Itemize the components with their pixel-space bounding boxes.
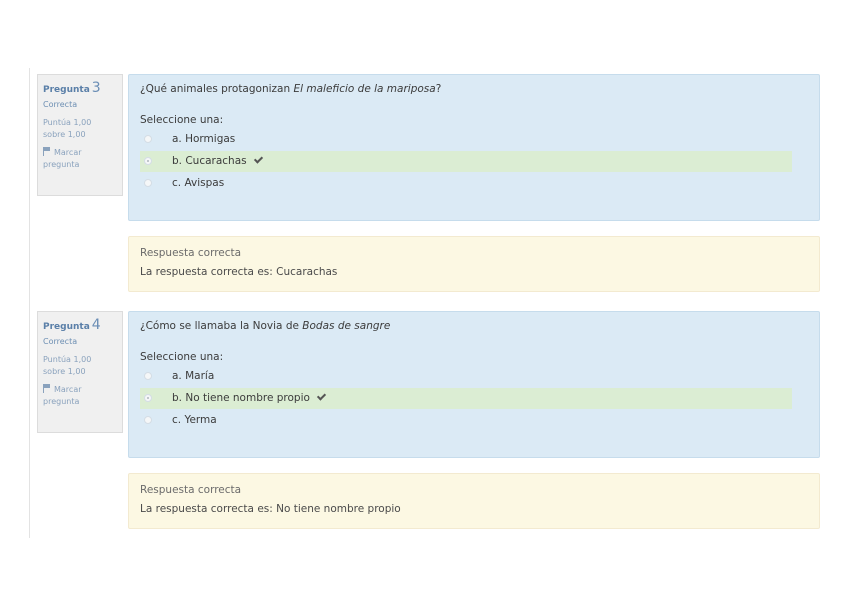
question-text-suffix: ? — [435, 83, 442, 95]
question-feedback — [128, 236, 820, 292]
radio-button[interactable] — [144, 416, 152, 424]
question-label: Pregunta — [43, 322, 90, 332]
right-answer: La respuesta correcta es: No tiene nombre propio — [140, 503, 401, 515]
page-left-rule — [29, 68, 30, 538]
question-text-prefix: ¿Qué animales protagonizan — [140, 83, 294, 95]
answer-option[interactable] — [140, 410, 792, 431]
radio-button[interactable] — [144, 179, 152, 187]
answer-label: a. Hormigas — [172, 133, 236, 145]
radio-button[interactable] — [144, 135, 152, 143]
answer-option-selected[interactable] — [140, 151, 792, 172]
flag-question-link[interactable] — [43, 147, 117, 171]
flag-icon — [43, 147, 51, 156]
question-number-value: 3 — [91, 80, 101, 96]
answer-label: c. Avispas — [172, 177, 225, 189]
grade-line-1: Puntúa 1,00 — [43, 118, 92, 127]
answer-option-selected[interactable] — [140, 388, 792, 409]
answer-option[interactable] — [140, 173, 792, 194]
question-number — [43, 81, 117, 97]
radio-button-checked[interactable] — [144, 157, 152, 165]
feedback-title: Respuesta correcta — [140, 247, 242, 259]
question-grade — [43, 354, 117, 378]
question-formulation — [128, 311, 820, 458]
answer-label: b. Cucarachas — [172, 155, 247, 167]
question-grade — [43, 117, 117, 141]
question-state: Correcta — [43, 337, 78, 346]
answer-prompt: Seleccione una: — [140, 114, 224, 126]
answer-option[interactable] — [140, 366, 792, 387]
question-label: Pregunta — [43, 85, 90, 95]
answer-label: a. María — [172, 370, 215, 382]
check-icon — [316, 392, 326, 402]
question-number-value: 4 — [91, 317, 101, 333]
flag-label-1: Marcar — [54, 385, 82, 394]
answer-prompt: Seleccione una: — [140, 351, 224, 363]
radio-button-checked[interactable] — [144, 394, 152, 402]
answer-label: c. Yerma — [172, 414, 217, 426]
flag-label-2: pregunta — [43, 397, 80, 406]
question-text-title: El maleficio de la mariposa — [293, 83, 436, 95]
question-formulation — [128, 74, 820, 221]
flag-label-1: Marcar — [54, 148, 82, 157]
radio-button[interactable] — [144, 372, 152, 380]
question-text-prefix: ¿Cómo se llamaba la Novia de — [140, 320, 303, 332]
answer-list — [140, 129, 792, 195]
question-text — [140, 83, 441, 95]
grade-line-1: Puntúa 1,00 — [43, 355, 92, 364]
flag-icon — [43, 384, 51, 393]
answer-list — [140, 366, 792, 432]
grade-line-2: sobre 1,00 — [43, 130, 86, 139]
question-number — [43, 318, 117, 334]
question-info — [37, 74, 123, 196]
question-text — [140, 320, 390, 332]
grade-line-2: sobre 1,00 — [43, 367, 86, 376]
answer-option[interactable] — [140, 129, 792, 150]
flag-question-link[interactable] — [43, 384, 117, 408]
feedback-title: Respuesta correcta — [140, 484, 242, 496]
question-info — [37, 311, 123, 433]
question-feedback — [128, 473, 820, 529]
question-text-title: Bodas de sangre — [302, 320, 391, 332]
right-answer: La respuesta correcta es: Cucarachas — [140, 266, 338, 278]
question-state: Correcta — [43, 100, 78, 109]
answer-label: b. No tiene nombre propio — [172, 392, 310, 404]
flag-label-2: pregunta — [43, 160, 80, 169]
check-icon — [253, 155, 263, 165]
